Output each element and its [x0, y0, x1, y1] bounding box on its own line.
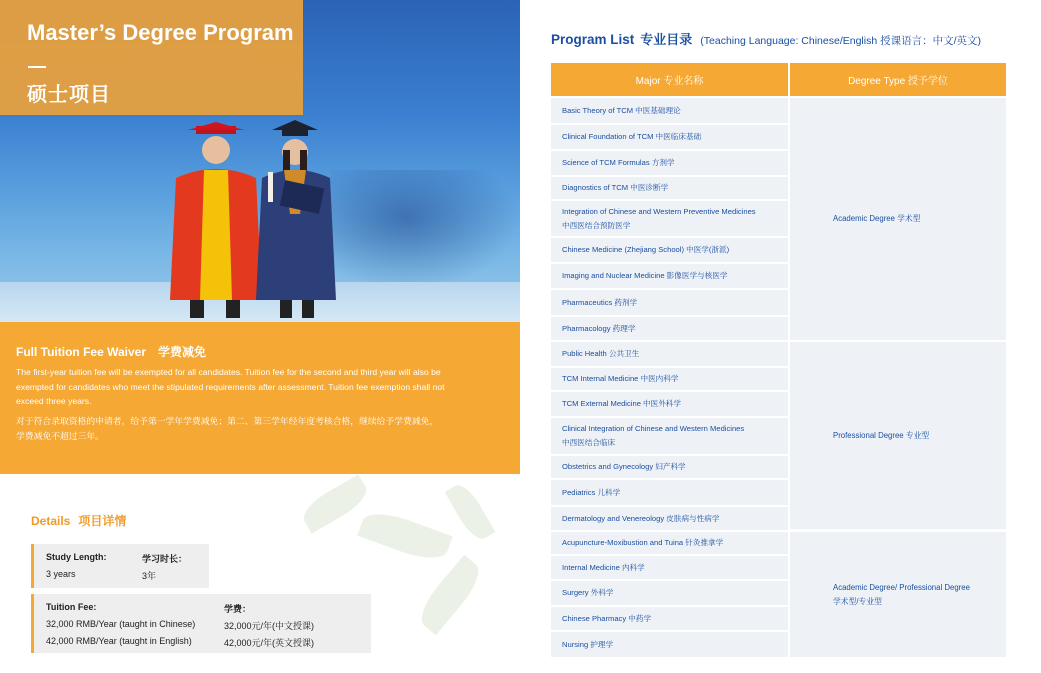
details-heading: [31, 512, 126, 529]
tuition-waiver-panel: [0, 322, 520, 474]
major-name: TCM Internal Medicine 中医内科学: [562, 374, 679, 383]
table-row: [551, 507, 788, 530]
page-title-zh: 硕士项目: [27, 84, 111, 106]
table-row: [551, 556, 788, 579]
major-name: Obstetrics and Gynecology 妇产科学: [562, 462, 686, 471]
major-name: Acupuncture-Moxibustion and Tuina 针灸推拿学: [562, 538, 724, 547]
table-row: [551, 532, 788, 554]
study-length-label-en: Study Length:: [46, 552, 107, 562]
major-name: Integration of Chinese and Western Preventive Medicines: [562, 206, 756, 216]
table-row: [551, 177, 788, 199]
waiver-body-en: The first-year tuition fee will be exempted for all candidates. Tuition fee for the second and third year will also be exempted for candidates who meet the stipulated requirements after assessment. Tuition fee exemption shall not exceed three years.: [16, 367, 445, 406]
waiver-heading: [16, 343, 206, 360]
major-name-zh: 中西医结合预防医学: [562, 220, 631, 230]
degree-type: Professional Degree 专业型: [833, 430, 930, 440]
program-list-subtitle: (Teaching Language: Chinese/English 授课语言：中文/英文): [700, 35, 982, 47]
major-name: Dermatology and Venereology 皮肤病与性病学: [562, 513, 720, 523]
tuition-line2-en: 42,000 RMB/Year (taught in English): [46, 636, 192, 646]
details-heading-en: Details: [31, 514, 71, 528]
degree-type: Academic Degree/ Professional Degree: [833, 582, 970, 592]
table-row: [551, 151, 788, 175]
major-name: Internal Medicine 内科学: [562, 562, 645, 572]
table-row: [551, 238, 788, 262]
table-row: [551, 456, 788, 478]
tuition-label-en: Tuition Fee:: [46, 602, 97, 612]
degree-type-zh: 学术型/专业型: [833, 596, 882, 606]
tuition-line1-zh: 32,000元/年(中文授课): [224, 621, 315, 631]
major-name: Basic Theory of TCM 中医基础理论: [562, 105, 681, 115]
column-header-major: Major 专业名称: [551, 63, 788, 96]
table-row: [551, 98, 788, 123]
major-name: Clinical Foundation of TCM 中医临床基础: [562, 132, 702, 141]
major-name: Science of TCM Formulas 方剂学: [562, 158, 675, 167]
tuition-line2-zh: 42,000元/年(英文授课): [224, 638, 315, 648]
major-name: Imaging and Nuclear Medicine 影像医学与核医学: [562, 271, 728, 280]
degree-cell-academic: [790, 98, 1006, 340]
table-row: [551, 581, 788, 605]
tuition-fee-box: [31, 594, 371, 653]
leaf-decoration: [445, 480, 496, 544]
tuition-label-zh: 学费：: [224, 604, 252, 614]
major-name-zh: 中西医结合临床: [562, 438, 616, 447]
title-divider: [28, 66, 46, 68]
table-row: [551, 607, 788, 630]
degree-cell-both: [790, 532, 1006, 657]
page-title: Master’s Degree Program: [27, 20, 294, 45]
table-row: [551, 290, 788, 315]
table-row: [551, 125, 788, 149]
leaf-decoration: [357, 506, 453, 567]
study-length-value-zh: 3年: [142, 571, 157, 581]
major-name: Clinical Integration of Chinese and Western Medicines: [562, 424, 745, 433]
column-header-degree: Degree Type 授予学位: [790, 63, 1006, 96]
degree-cell-professional: [790, 342, 1006, 529]
study-length-box: [31, 544, 209, 588]
degree-type: Academic Degree 学术型: [833, 214, 921, 223]
leaf-decoration: [413, 555, 487, 636]
major-name: Diagnostics of TCM 中医诊断学: [562, 183, 669, 192]
table-row: [551, 418, 788, 454]
table-row: [551, 392, 788, 416]
table-row: [551, 480, 788, 505]
details-heading-zh: 项目详情: [78, 514, 127, 528]
left-page: [0, 0, 520, 673]
table-row: [551, 201, 788, 236]
major-name: Surgery 外科学: [562, 588, 614, 597]
table-row: [551, 317, 788, 340]
study-length-value-en: 3 years: [46, 569, 76, 579]
major-name: TCM External Medicine 中医外科学: [562, 399, 681, 408]
title-box: [0, 0, 303, 115]
major-name: Pediatrics 儿科学: [562, 487, 621, 497]
major-name: Pharmacology 药理学: [562, 323, 636, 333]
waiver-body-zh: 对于符合录取资格的申请者，给予第一学年学费减免；第二、第三学年经年度考核合格，继续给予学费减免，学费减免不超过三年。: [16, 416, 439, 441]
waiver-heading-zh: 学费减免: [158, 345, 207, 359]
table-row: [551, 342, 788, 366]
major-name: Nursing 护理学: [562, 639, 614, 649]
study-length-label-zh: 学习时长：: [142, 554, 188, 564]
program-list-title-zh: 专业目录: [640, 32, 693, 47]
waiver-heading-en: Full Tuition Fee Waiver: [16, 345, 147, 359]
table-row: [551, 264, 788, 288]
table-row: [551, 632, 788, 657]
program-list-title-en: Program List: [551, 32, 635, 47]
program-list-heading: [551, 29, 981, 49]
major-name: Chinese Pharmacy 中药学: [562, 613, 652, 623]
major-name: Public Health 公共卫生: [562, 349, 640, 358]
tuition-line1-en: 32,000 RMB/Year (taught in Chinese): [46, 619, 196, 629]
major-name: Chinese Medicine (Zhejiang School) 中医学(浙派): [562, 245, 730, 254]
major-name: Pharmaceutics 药剂学: [562, 297, 638, 307]
table-row: [551, 368, 788, 390]
